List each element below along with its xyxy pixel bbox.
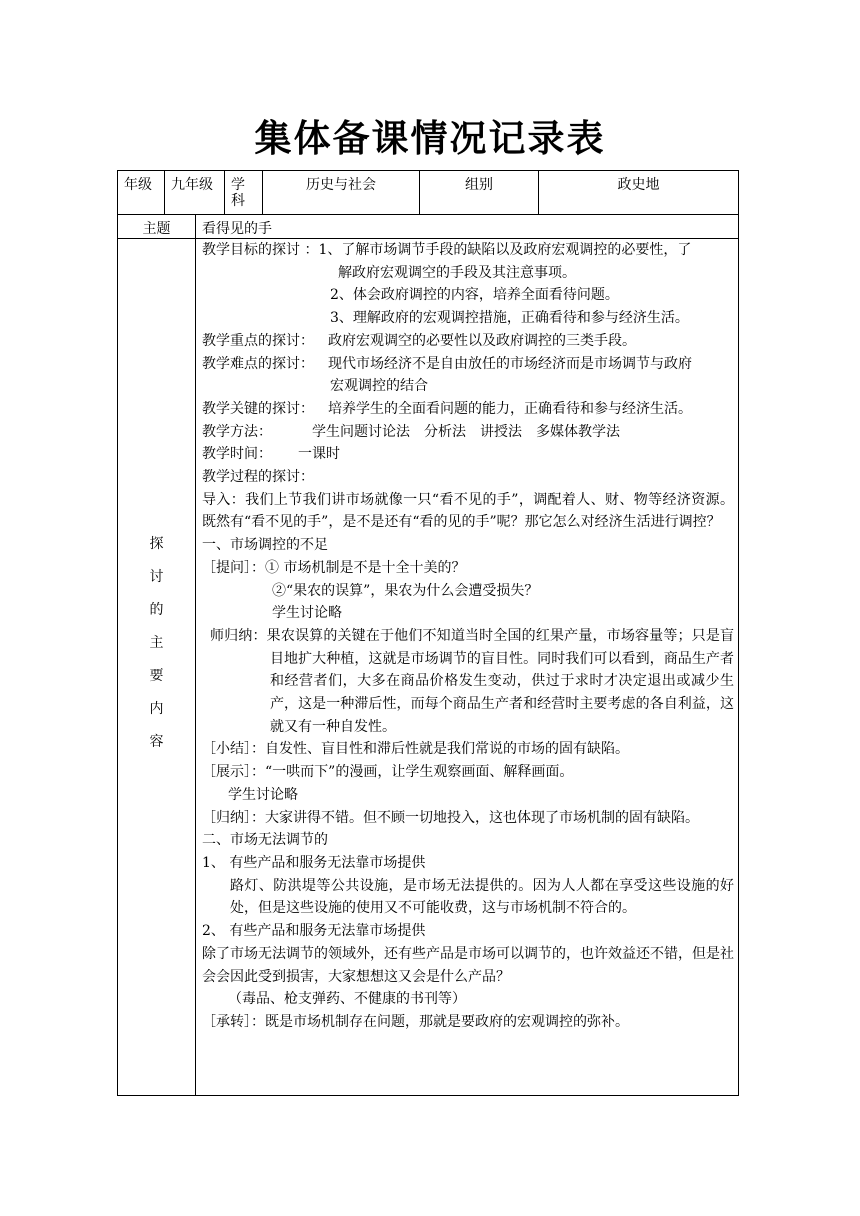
topic-row <box>118 215 739 239</box>
side-label <box>118 239 195 764</box>
topic-label: 主题 <box>142 221 171 237</box>
group-label-cell <box>420 171 539 215</box>
topic-label-cell <box>118 215 196 239</box>
diff-text-b: 宏观调控的结合 <box>330 378 428 395</box>
question-1: ① 市场机制是不是十全十美的？ <box>265 559 466 576</box>
side-char: 要 <box>149 668 164 684</box>
group-label: 组别 <box>465 177 493 193</box>
side-char: 容 <box>149 734 164 750</box>
item-2-answer: （毒品、枪支弹药、不健康的书刊等） <box>228 991 466 1008</box>
main-content-cell <box>196 239 739 1096</box>
lesson-record-table <box>117 170 739 1096</box>
diff-line <box>202 353 734 376</box>
show: ［展示］：“一哄而下”的漫画，让学生观察画面、解释画面。 <box>202 764 574 781</box>
teacher-summary: 师归纳：果农误算的关键在于他们不知道当时全国的红果产量，市场容量等；只是盲目地扩大种植，这就是市场调节的盲目性。同时我们可以看到，商品生产者和经营者们，大多在商品价格发生变动，供过于求时才决定退出或减少生产，这是一种滞后性，而每个商品生产者和经营时主要考虑的各自利益，这就又有一种自发性。 <box>210 627 734 735</box>
group-value: 政史地 <box>617 177 660 193</box>
method-1: 学生问题讨论法 <box>312 423 410 440</box>
subject-value: 历史与社会 <box>306 177 376 193</box>
section-2-title: 二、市场无法调节的 <box>202 832 328 849</box>
side-char: 主 <box>149 635 164 651</box>
subject-label: 学科 <box>231 177 245 209</box>
grade-value: 九年级 <box>171 177 213 193</box>
discussion-2: 学生讨论略 <box>228 786 298 803</box>
side-char: 内 <box>149 701 164 717</box>
section-1-title: 一、市场调控的不足 <box>202 537 328 554</box>
grade-value-cell <box>165 171 225 215</box>
discussion-1: 学生讨论略 <box>272 605 342 622</box>
method-2: 分析法 <box>424 423 466 440</box>
question-2: ②“果农的误算”，果农为什么会遭受损失？ <box>272 582 539 599</box>
time-line <box>202 443 734 466</box>
subject-label-cell <box>225 171 263 215</box>
page-title: 集体备课情况记录表 <box>254 117 606 160</box>
item-2-text: 除了市场无法调节的领域外，还有些产品是市场可以调节的，也许效益还不错，但是社会会因此受到损害，大家想想这又会是什么产品？ <box>202 945 734 985</box>
key-text: 政府宏观调空的必要性以及政府调控的三类手段。 <box>328 332 636 349</box>
content-row <box>118 239 739 1096</box>
intro: 导入：我们上节我们讲市场就像一只“看不见的手”，调配着人、财、物等经济资源。既然有“看不见的手”，是不是还有“看的见的手”呢？那它怎么对经济生活进行调控？ <box>202 491 734 531</box>
diff-text-a: 现代市场经济不是自由放任的市场经济而是市场调节与政府 <box>328 355 692 372</box>
process-label: 教学过程的探讨： <box>202 469 314 486</box>
goal-line-1 <box>202 239 734 262</box>
side-char: 的 <box>149 602 164 618</box>
key-line <box>202 330 734 353</box>
time-label: 教学时间： <box>202 446 272 463</box>
side-label-cell <box>118 239 196 1096</box>
conclusion: ［归纳］：大家讲得不错。但不顾一切地投入，这也体现了市场机制的固有缺陷。 <box>202 809 699 826</box>
goal-3: 3、理解政府的宏观调控措施，正确看待和参与经济生活。 <box>330 310 689 327</box>
topic-value-cell <box>196 215 739 239</box>
crux-text: 培养学生的全面看问题的能力，正确看待和参与经济生活。 <box>328 400 692 417</box>
method-4: 多媒体教学法 <box>536 423 620 440</box>
time-value: 一课时 <box>298 446 340 463</box>
main-content <box>196 239 738 1034</box>
side-char: 探 <box>149 536 164 552</box>
method-line <box>202 421 734 444</box>
crux-label: 教学关键的探讨： <box>202 400 314 417</box>
item-1-text: 路灯、防洪堤等公共设施，是市场无法提供的。因为人人都在享受这些设施的好处，但是这些设施的使用又不可能收费，这与市场机制不符合的。 <box>230 877 734 917</box>
item-2: 2、 有些产品和服务无法靠市场提供 <box>202 923 426 940</box>
group-value-cell <box>539 171 739 215</box>
grade-label: 年级 <box>124 177 152 193</box>
diff-label: 教学难点的探讨： <box>202 355 314 372</box>
summary: ［小结］：自发性、盲目性和滞后性就是我们常说的市场的固有缺陷。 <box>202 741 629 758</box>
header-row <box>118 171 739 215</box>
method-3: 讲授法 <box>480 423 522 440</box>
goal-label: 教学目标的探讨 ： <box>202 242 319 258</box>
side-char: 讨 <box>149 569 164 585</box>
method-label: 教学方法： <box>202 423 272 440</box>
question-line-1 <box>202 557 734 580</box>
transition: ［承转］：既是市场机制存在问题，那就是要政府的宏观调控的弥补。 <box>202 1013 629 1030</box>
grade-label-cell <box>118 171 165 215</box>
question-label: ［提问］： <box>202 559 265 576</box>
subject-value-cell <box>263 171 420 215</box>
topic-value: 看得见的手 <box>202 221 272 237</box>
item-1: 1、 有些产品和服务无法靠市场提供 <box>202 854 426 871</box>
goal-1b: 解政府宏观调空的手段及其注意事项。 <box>338 264 576 281</box>
key-label: 教学重点的探讨： <box>202 332 314 349</box>
goal-1a: 1、了解市场调节手段的缺陷以及政府宏观调控的必要性，了 <box>318 242 692 258</box>
crux-line <box>202 398 734 421</box>
goal-2: 2、体会政府调控的内容，培养全面看待问题。 <box>330 287 619 304</box>
